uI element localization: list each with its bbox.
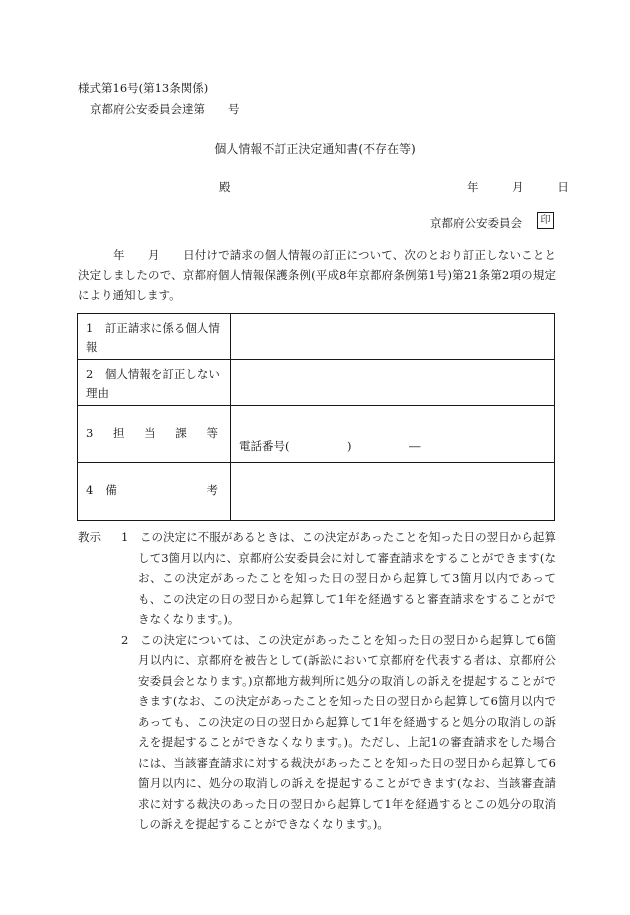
remarks-label xyxy=(78,463,231,521)
addressee: 殿 xyxy=(219,180,231,194)
request-info-label: 1 訂正請求に係る個人情報 xyxy=(78,314,231,360)
date-year: 年 xyxy=(467,180,479,194)
department-char: 等 xyxy=(206,426,218,440)
department-char: 当 xyxy=(144,426,156,440)
form-number: 様式第16号(第13条関係) xyxy=(78,81,209,95)
reason-label: 2 個人情報を訂正しない理由 xyxy=(78,360,231,406)
remarks-value xyxy=(231,463,555,521)
request-info-value xyxy=(231,314,555,360)
date-day: 日 xyxy=(557,180,569,194)
table-row-request-info xyxy=(78,314,555,360)
table-row-remarks xyxy=(78,463,555,521)
issue-number: 京都府公安委員会達第 号 xyxy=(90,102,240,116)
instructions-section xyxy=(78,527,556,835)
remarks-number: 4 xyxy=(86,483,94,497)
phone-number-field: 電話番号( ) ― xyxy=(239,439,421,453)
department-label xyxy=(78,406,231,463)
seal-stamp: 印 xyxy=(537,212,554,229)
date-month: 月 xyxy=(512,180,524,194)
info-table xyxy=(77,313,555,521)
instructions-heading: 教示 xyxy=(78,530,101,544)
table-row-department xyxy=(78,406,555,463)
department-char: 課 xyxy=(175,426,187,440)
department-value xyxy=(231,406,555,463)
document-title: 個人情報不訂正決定通知書(不存在等) xyxy=(214,142,416,156)
instruction-item: 2 この決定については、この決定があったことを知った日の翌日から起算して6箇月以内に、京都府を被告として(訴訟において京都府を代表する者は、京都府公安委員会となります。)京都地方裁判所に処分の取消しの訴えを提起することができます(なお、この決定があったことを知った日の翌日から起算して6箇月以内であっても、この決定の日の翌日から起算して1年を経過すると処分の取消しの訴えを提起することができなくなります。)。ただし、上記1の審査請求をした場合には、当該審査請求に対する裁決があったことを知った日の翌日から起算して6箇月以内に、処分の取消しの訴えを提起することができます(なお、当該審査請求に対する裁決のあった日の翌日から起算して1年を経過するとこの処分の取消しの訴えを提起することができなくなります。)。 xyxy=(121,632,556,831)
remarks-char: 備 xyxy=(105,483,117,497)
issuer-name: 京都府公安委員会 xyxy=(430,216,522,230)
reason-value xyxy=(231,360,555,406)
department-number: 3 xyxy=(86,426,94,440)
remarks-char: 考 xyxy=(206,483,218,497)
department-char: 担 xyxy=(112,426,125,440)
table-row-reason xyxy=(78,360,555,406)
date-line xyxy=(467,179,569,195)
body-text: 年 月 日付けで請求の個人情報の訂正について、次のとおり訂正しないことと決定しましたので、京都府個人情報保護条例(平成8年京都府条例第1号)第21条第2項の規定により通知します。 xyxy=(78,248,556,302)
instruction-item: 1 この決定に不服があるときは、この決定があったことを知った日の翌日から起算して3箇月以内に、京都府公安委員会に対して審査請求をすることができます(なお、この決定があったことを知った日の翌日から起算して3箇月以内であっても、この決定の日の翌日から起算して1年を経過すると審査請求をすることができなくなります。)。 xyxy=(121,530,556,626)
